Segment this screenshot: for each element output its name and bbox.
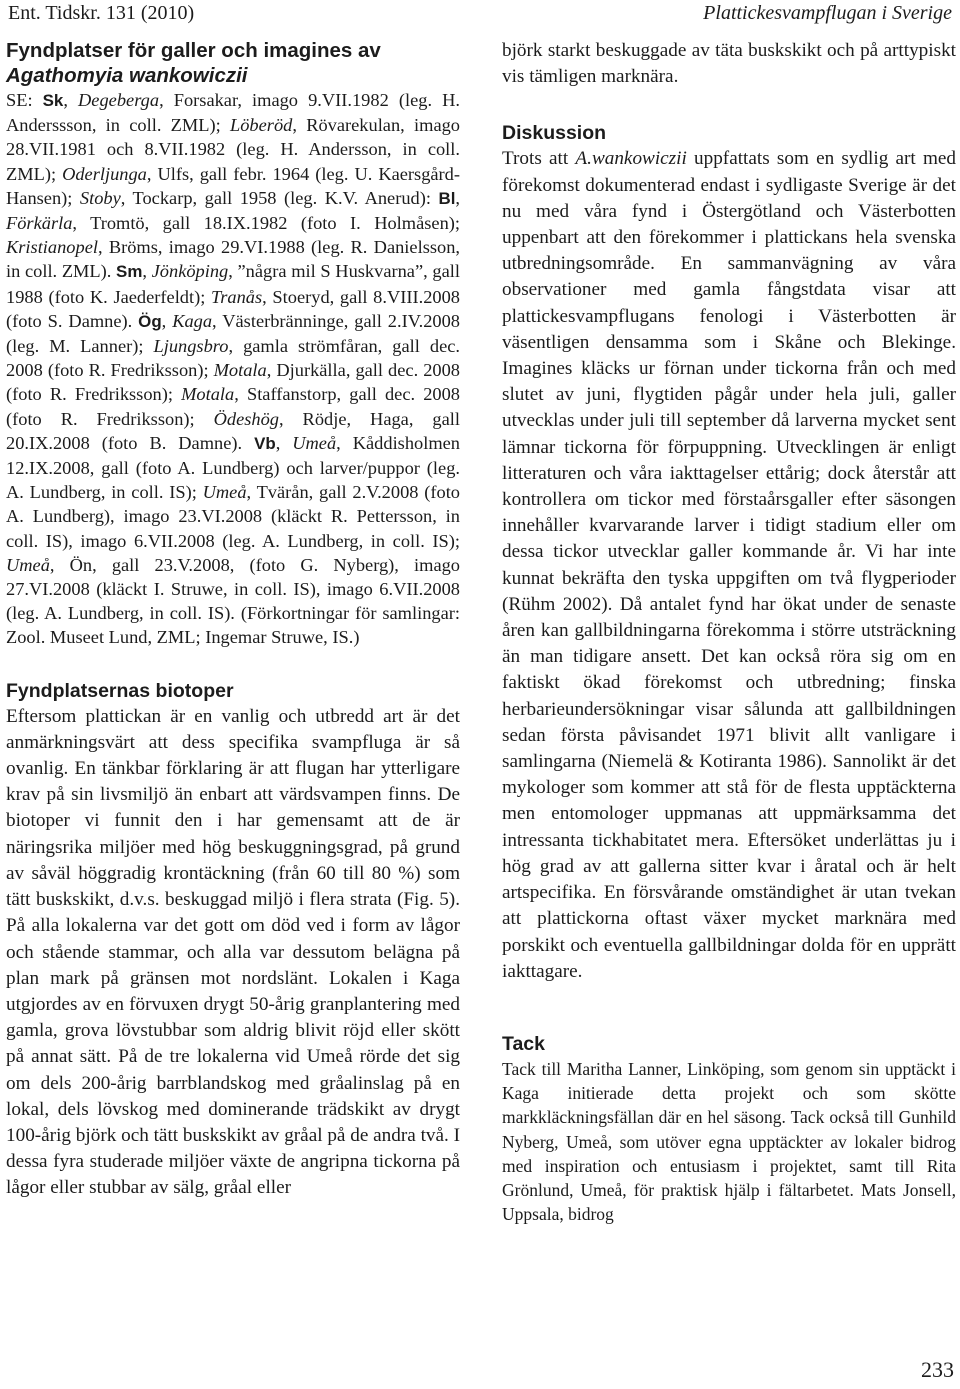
biotope-paragraph <box>6 704 460 1202</box>
text-run: , <box>161 310 173 331</box>
text-run: Förkärla <box>6 213 73 234</box>
text-run: Ljungsbro <box>153 336 229 357</box>
text-run: Degeberga <box>78 90 160 110</box>
text-run: Tranås <box>211 286 263 307</box>
text-run: uppfattats som en sydlig art med förekomst dokumenterad endast i sydligaste Sverige är det nu med våra fynd i Östergötland och Västerbotten uppenbart att den förekommer i plattickans hela svenska utbredningsområde. En sammanvägning av våra observationer med gamla fångstdata visar att plattickesvampflugans fenologi i Västerbotten är väsentligen densamma som i Skåne och Blekinge. Imagines kläcks ur förnan under tickorna från och med slutet av juni, flygtiden pågår under hela juli, galler utvecklas under juli till september då larverna mycket sent lämnar tickorna för förpuppning. Utvecklingen är enligt litteraturen och våra iakttagelser ettårig; dock återstår att kontrollera om tickor med förstaårsgaller efter säsongen innehåller kvarvarande larver i tidigt stadium eller om dessa tickor utvecklar galler kommande år. Vi har inte kunnat bekräfta den tyska uppgiften om två flygperioder (Rühm 2002). Då antalet fynd har ökat under de senaste åren kan gallbildningarna förekomma i större utsträckning än man tidigare ansett. Det kan också röra sig om en faktiskt ökad förekomst och utbredning; finska herbarieundersökningar visar sålunda att gallbildningen sedan första påvisandet 1971 blivit allt vanligare i samlingarna (Niemelä & Kotiranta 1986). Sannolikt är det mykologer som kommer att stå för de flesta upptäckterna men entomologer uppmanas att uppmärksamma det intressanta tickhabitatet mera. Eftersöket underlättas ju i hög grad av att gallerna sitter kvar i åratal och är helt artspecifika. En försvårande omständighet är utan tvekan att plattickorna oftast växer mycket marknära med porskikt och eventuella gallbildningar dolda för en upprätt iakttagare. <box>502 148 956 982</box>
text-run: , Forsakar, imago 9.VII.1982 (leg. H. Anderssson, in coll. ZML); <box>6 90 460 136</box>
text-run: A.wankowiczii <box>575 148 687 170</box>
text-run: Oderljunga <box>62 163 147 184</box>
text-run: , <box>142 261 152 282</box>
running-title: Plattickesvampflugan i Sverige <box>703 2 952 24</box>
text-run: Kristianopel <box>6 237 98 258</box>
text-run: , Tromtö, gall 18.IX.1982 (foto I. Holmåsen); <box>72 213 460 234</box>
text-run: , Västerbränninge, gall 2.IV.2008 (leg. M. Lanner); <box>6 310 460 357</box>
text-run: , ”några mil S Huskvarna”, gall 1988 (foto K. Jaederfeldt); <box>6 261 460 307</box>
text-run: Ög <box>138 311 162 331</box>
text-run: Kaga <box>172 310 213 331</box>
text-run: , gamla strömfåran, gall dec. 2008 (foto R. Fredriksson); <box>6 336 460 381</box>
text-run: Vb <box>254 433 276 453</box>
biotope-continuation <box>502 38 956 90</box>
text-run: Jönköping <box>151 261 229 282</box>
localities-list <box>6 88 460 650</box>
thanks-paragraph <box>502 1057 956 1226</box>
left-column <box>6 38 460 1202</box>
page-number: 233 <box>921 1357 954 1382</box>
text-run: Umeå <box>292 432 337 453</box>
text-run: Sk <box>42 91 64 110</box>
text-run: , Rödje, Haga, gall 20.IX.2008 (foto B. Damne). <box>6 408 460 453</box>
text-run: , Bröms, imago 29.VI.1988 (leg. R. Danielsson, in coll. ZML). <box>6 237 460 282</box>
text-run: , Staffanstorp, gall dec. 2008 (foto R. Fredriksson); <box>6 384 461 429</box>
text-run: , Kåddisholmen 12.IX.2008, gall (foto A. Lundberg) och larver/puppor (leg. A. Lundberg, in coll. IS); <box>6 432 460 503</box>
journal-reference: Ent. Tidskr. 131 (2010) <box>8 2 195 24</box>
text-run: , Djurkälla, gall dec. 2008 (foto R. Fredriksson); <box>6 360 460 405</box>
text-run: , Ön, gall 23.V.2008, (foto G. Nyberg), imago 27.VI.2008 (kläckt I. Struwe, in coll. IS), imago 6.VII.2008 (leg. A. Lundberg, in coll. IS). (Förkortningar för samlingar: Zool. Museet Lund, ZML; Ingemar Struwe, IS.) <box>6 554 460 648</box>
text-run: Motala <box>213 360 267 381</box>
text-run: Löberöd <box>230 115 293 136</box>
thanks-heading: Tack <box>502 1032 545 1055</box>
text-run: Eftersom plattickan är en vanlig och utbredd art är det anmärkningsvärt att dess specifika svampfluga är så ovanlig. En tänkbar förklaring är att flugan har ytterligare krav på sin livsmiljö än enbart att värdsvampen finns. De biotoper vi funnit den i har gemensamt att de är näringsrika miljöer med hög beskuggningsgrad, på grund av såväl höggradig krontäckning (från 60 till 80 %) som tätt buskskikt, d.v.s. beskuggad miljö i flera strata (Fig. 5). På alla lokalerna var det gott om död ved i form av lågor och stående stammar, och alla var dessutom belägna på plan mark på gränsen mot nordslänt. Lokalen i Kaga utgjordes av en förvuxen drygt 50-årig granplantering med gamla, grova lövstubbar som aldrig blivit röjd eller skött på annat sätt. På de tre lokalerna vid Umeå rörde det sig om dels 200-årig barrblandskog med gråalinslag på en lokal, dels lövskog med dominerande trädskikt av drygt 100-årig björk och tätt buskskikt av gråal på de andra två. I dessa fyra studerade miljöer växte de angripna tickorna på lågor eller stubbar av sälg, gråal eller <box>6 705 460 1199</box>
text-run: Bl <box>438 188 456 208</box>
text-run: Trots att <box>502 148 576 170</box>
text-run: , Tvärån, gall 2.V.2008 (foto A. Lundberg), imago 23.VI.2008 (kläckt R. Pettersson, in coll. IS), imago 6.VII.2008 (leg. A. Lundberg, in coll. IS); <box>6 482 460 551</box>
text-run: Umeå <box>6 554 50 575</box>
text-run: , <box>275 432 293 453</box>
species-name: Agathomyia wankowiczii <box>6 64 248 87</box>
localities-heading-text: Fyndplatser för galler och imagines av <box>6 39 381 62</box>
text-run: , Rövarekulan, imago 28.VII.1981 och 8.VII.1982 (leg. H. Andersson, in coll. ZML); <box>6 115 460 184</box>
discussion-paragraph <box>502 146 956 985</box>
text-run: , Stoeryd, gall 8.VIII.2008 (foto S. Damne). <box>6 286 460 331</box>
text-run: Tack till Maritha Lanner, Linköping, som genom sin upptäckt i Kaga initierade detta projekt och som skötte markkläckningsfällan där en hel säsong. Tack också till Gunhild Nyberg, Umeå, som utöver egna upptäckter av lokaler bidrog med inspiration och entusiasm i projektet, samt till Rita Grönlund, Umeå, för praktisk hjälp i fältarbetet. Mats Jonsell, Uppsala, bidrog <box>502 1058 956 1225</box>
localities-heading <box>6 38 460 88</box>
text-run: Stoby <box>79 187 121 208</box>
right-column <box>502 38 956 1226</box>
text-run: SE: <box>6 90 43 110</box>
text-run: , Ulfs, gall febr. 1964 (leg. U. Kaersgård-Hansen); <box>6 163 461 208</box>
text-run: björk starkt beskuggade av täta buskskikt och på arttypiskt vis tämligen marknära. <box>502 40 956 88</box>
text-run: Sm <box>116 262 143 282</box>
text-run: Ödeshög <box>213 408 279 429</box>
discussion-heading: Diskussion <box>502 122 607 145</box>
text-run: , Tockarp, gall 1958 (leg. K.V. Anerud): <box>120 187 439 208</box>
text-run: , <box>455 187 460 208</box>
text-run: , <box>63 90 79 110</box>
text-run: Motala <box>181 384 235 405</box>
text-run: Umeå <box>202 482 247 503</box>
biotope-heading: Fyndplatsernas biotoper <box>6 679 234 702</box>
